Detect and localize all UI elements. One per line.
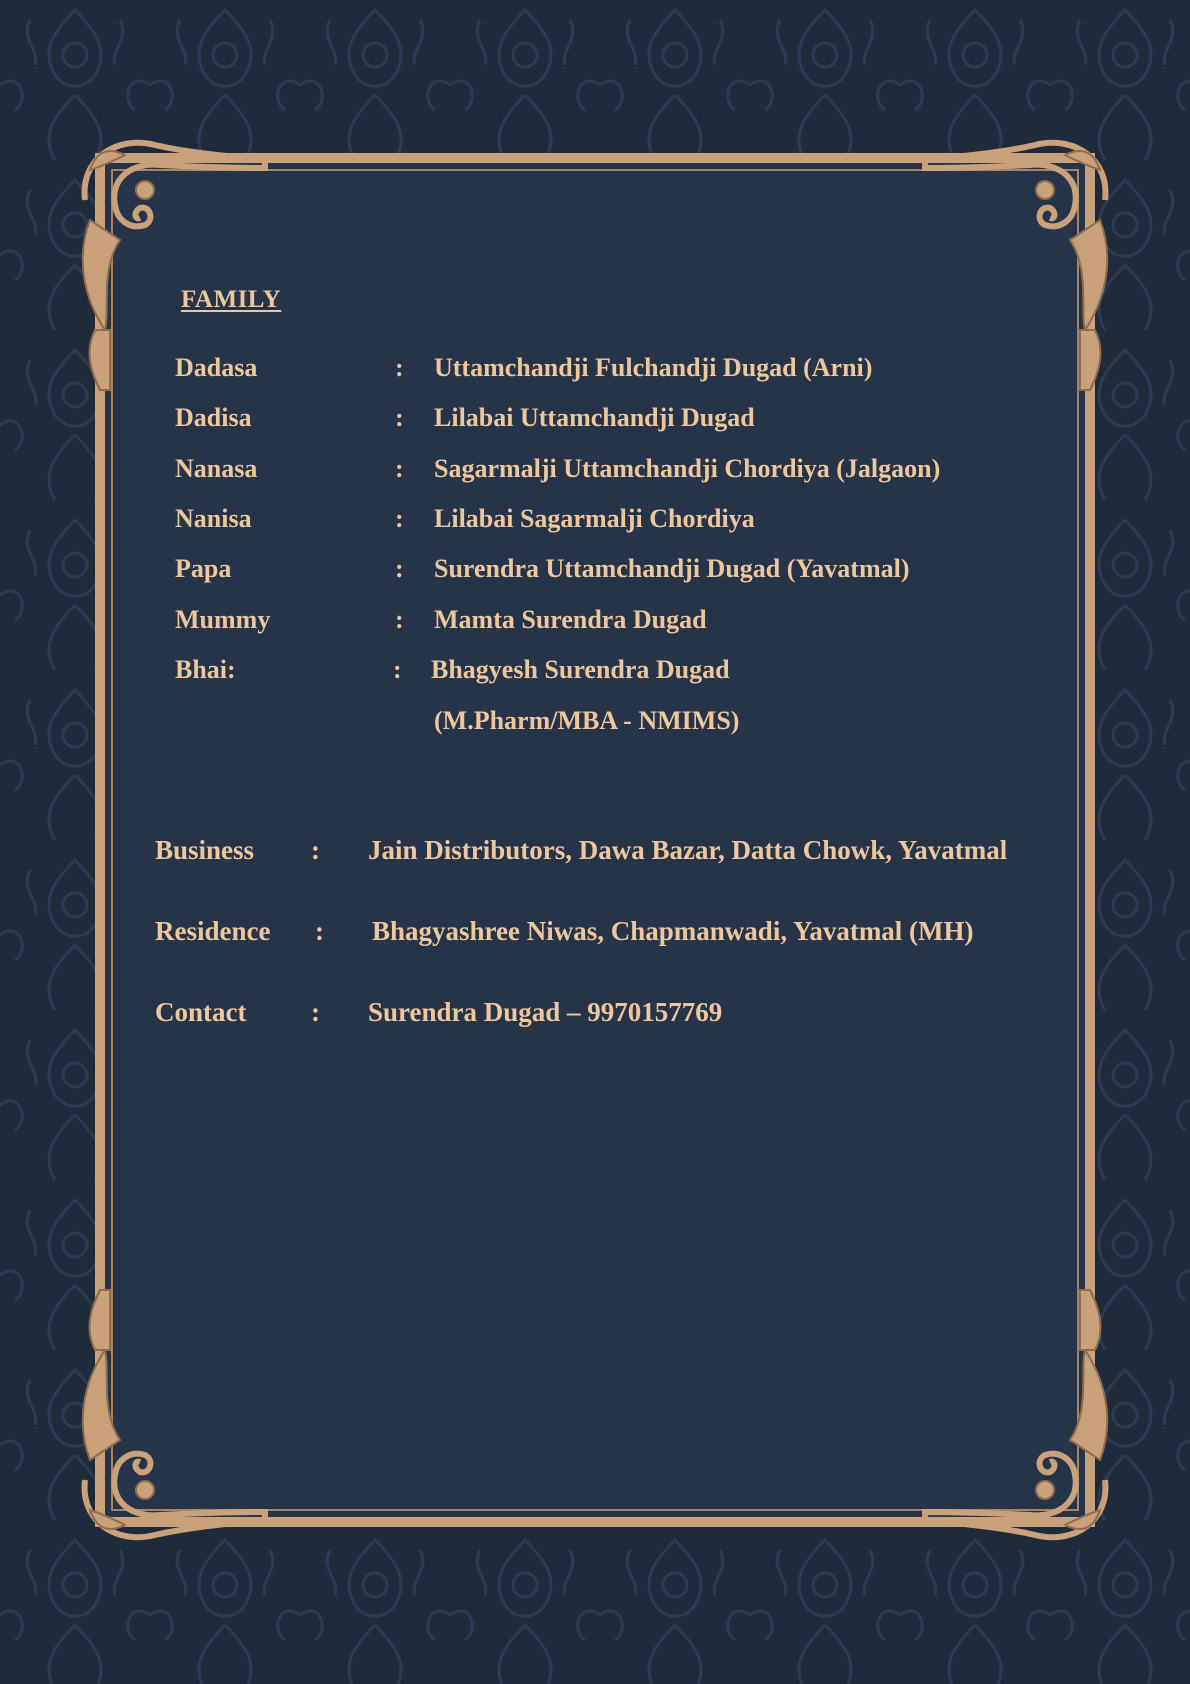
- family-row: [0, 400, 1190, 436]
- separator: :: [311, 835, 320, 865]
- family-relation-label: Papa: [175, 554, 232, 583]
- family-heading: FAMILY: [181, 286, 282, 313]
- family-member-name: Uttamchandji Fulchandji Dugad (Arni): [434, 353, 873, 382]
- family-row: [0, 501, 1190, 537]
- family-member-name: Surendra Uttamchandji Dugad (Yavatmal): [434, 554, 910, 583]
- family-row: [0, 652, 1190, 688]
- contact-label: Contact: [155, 997, 247, 1027]
- business-label: Business: [155, 835, 255, 865]
- family-row: [0, 350, 1190, 386]
- family-row: [0, 703, 1190, 739]
- contact-row: [0, 992, 1190, 1032]
- family-row: [0, 602, 1190, 638]
- family-member-name: Mamta Surendra Dugad: [434, 605, 707, 634]
- separator: :: [395, 454, 404, 483]
- business-row: [0, 830, 1190, 870]
- family-member-qualification: (M.Pharm/MBA - NMIMS): [434, 706, 740, 735]
- separator: :: [395, 554, 404, 583]
- family-relation-label: Nanisa: [175, 504, 252, 533]
- family-relation-label: Dadisa: [175, 403, 252, 432]
- residence-value: Bhagyashree Niwas, Chapmanwadi, Yavatmal (MH): [372, 916, 974, 946]
- separator: :: [395, 403, 404, 432]
- business-value: Jain Distributors, Dawa Bazar, Datta Chowk, Yavatmal: [368, 835, 1008, 865]
- family-member-name: Bhagyesh Surendra Dugad: [431, 655, 730, 684]
- family-member-name: Lilabai Sagarmalji Chordiya: [434, 504, 755, 533]
- family-member-name: Lilabai Uttamchandji Dugad: [434, 403, 755, 432]
- family-relation-label: Mummy: [175, 605, 271, 634]
- family-relation-label: Bhai:: [175, 655, 236, 684]
- separator: :: [395, 504, 404, 533]
- family-relation-label: Dadasa: [175, 353, 258, 382]
- family-row: [0, 451, 1190, 487]
- separator: :: [393, 655, 402, 684]
- separator: :: [315, 916, 324, 946]
- contact-value: Surendra Dugad – 9970157769: [368, 997, 723, 1027]
- separator: :: [395, 353, 404, 382]
- separator: :: [311, 997, 320, 1027]
- separator: :: [395, 605, 404, 634]
- family-relation-label: Nanasa: [175, 454, 258, 483]
- residence-label: Residence: [155, 916, 271, 946]
- family-member-name: Sagarmalji Uttamchandji Chordiya (Jalgaon): [434, 454, 941, 483]
- residence-row: [0, 911, 1190, 951]
- family-row: [0, 551, 1190, 587]
